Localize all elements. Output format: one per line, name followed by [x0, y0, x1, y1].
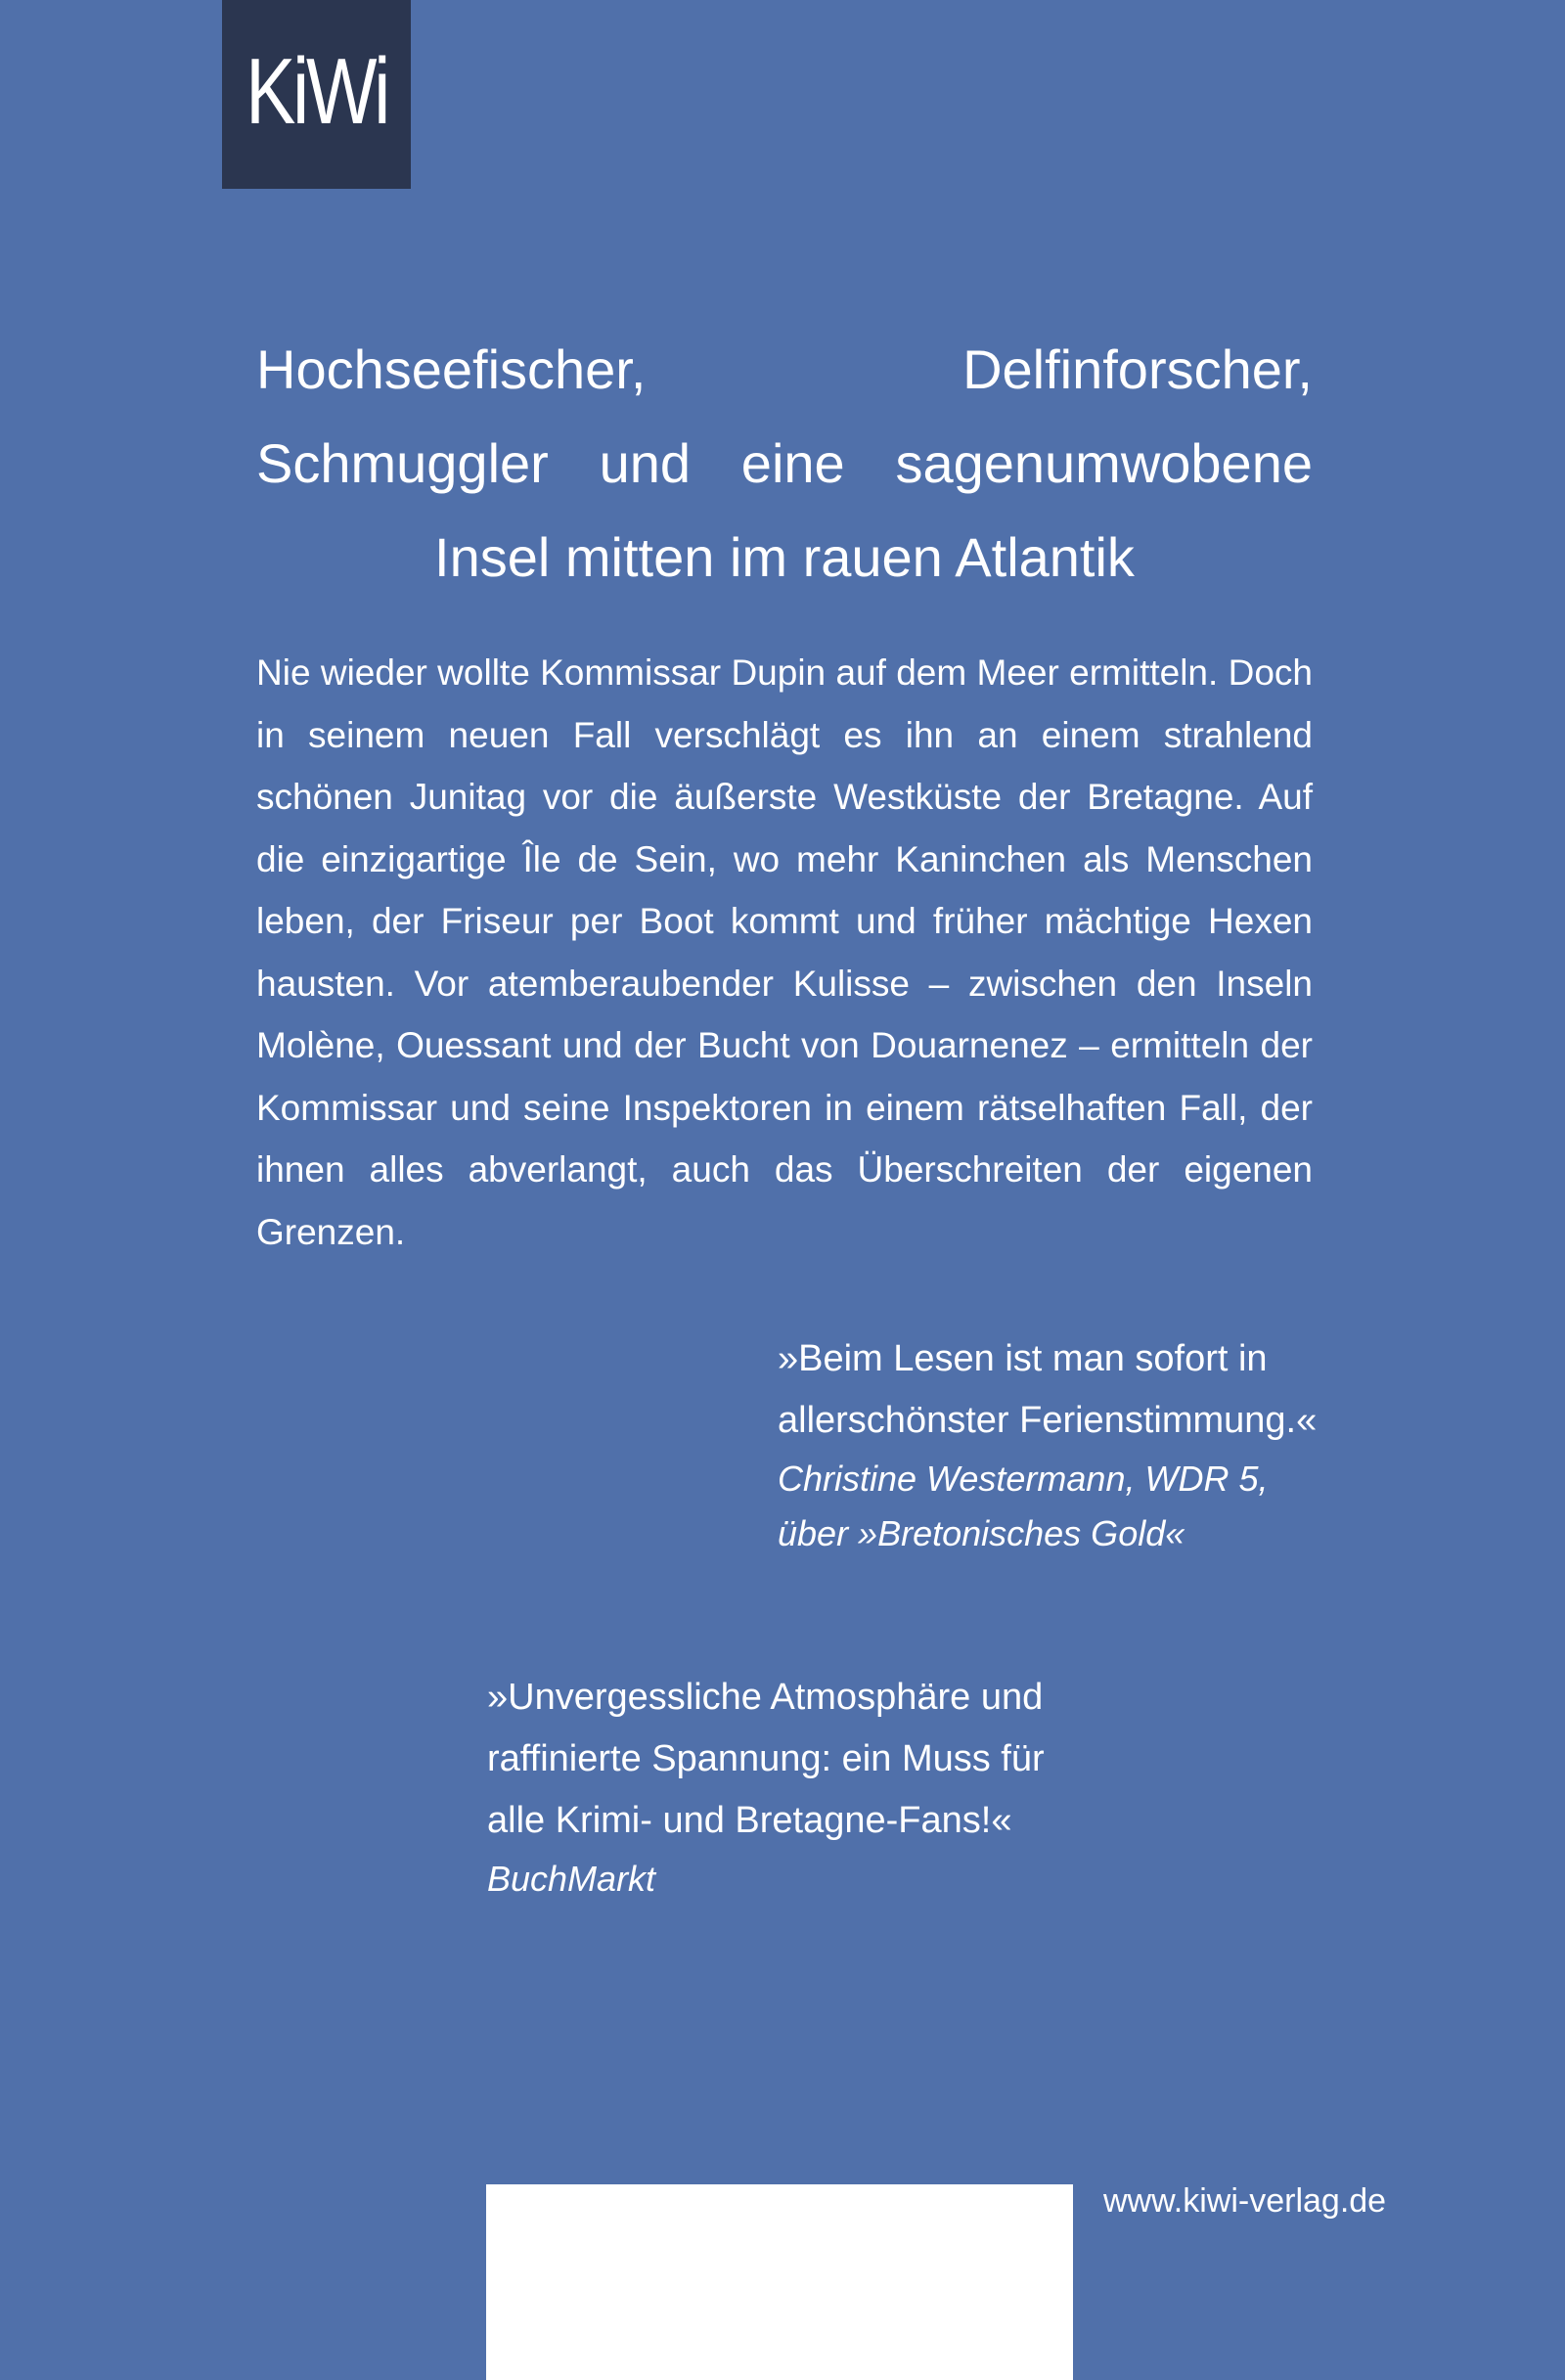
- barcode-area: [486, 2184, 1073, 2380]
- review-quote-1-source-book: über »Bretonisches Gold«: [778, 1513, 1185, 1553]
- review-quote-1: [778, 1328, 1325, 1561]
- review-quote-2-text: »Unvergessliche Atmosphäre und raffinierte Spannung: ein Muss für alle Krimi- und Bretagne-Fans!«: [487, 1677, 1045, 1841]
- publisher-logo: [222, 0, 411, 189]
- review-quote-2: [487, 1667, 1074, 1907]
- headline: Hochseefischer, Delfinforscher, Schmuggler und eine sagenumwobene Insel mitten im rauen Atlantik: [256, 338, 1313, 588]
- review-quote-2-source: BuchMarkt: [487, 1859, 656, 1899]
- review-quote-1-text: »Beim Lesen ist man sofort in allerschönster Ferienstimmung.«: [778, 1338, 1318, 1441]
- publisher-website: www.kiwi-verlag.de: [1103, 2182, 1387, 2220]
- book-blurb: Nie wieder wollte Kommissar Dupin auf dem Meer ermitteln. Doch in seinem neuen Fall verschlägt es ihn an einem strahlend schönen Junitag vor die äußerste Westküste der Bretagne. Auf die einzigartige Île de Sein, wo mehr Kaninchen als Menschen leben, der Friseur per Boot kommt und früher mächtige Hexen hausten. Vor atemberaubender Kulisse – zwischen den Inseln Molène, Ouessant und der Bucht von Douarnenez – ermitteln der Kommissar und seine Inspektoren in einem rätselhaften Fall, der ihnen alles abverlangt, auch das Überschreiten der eigenen Grenzen.: [256, 652, 1313, 1252]
- publisher-logo-text: KiWi: [245, 38, 388, 144]
- review-quote-1-source: Christine Westermann, WDR 5,: [778, 1459, 1269, 1499]
